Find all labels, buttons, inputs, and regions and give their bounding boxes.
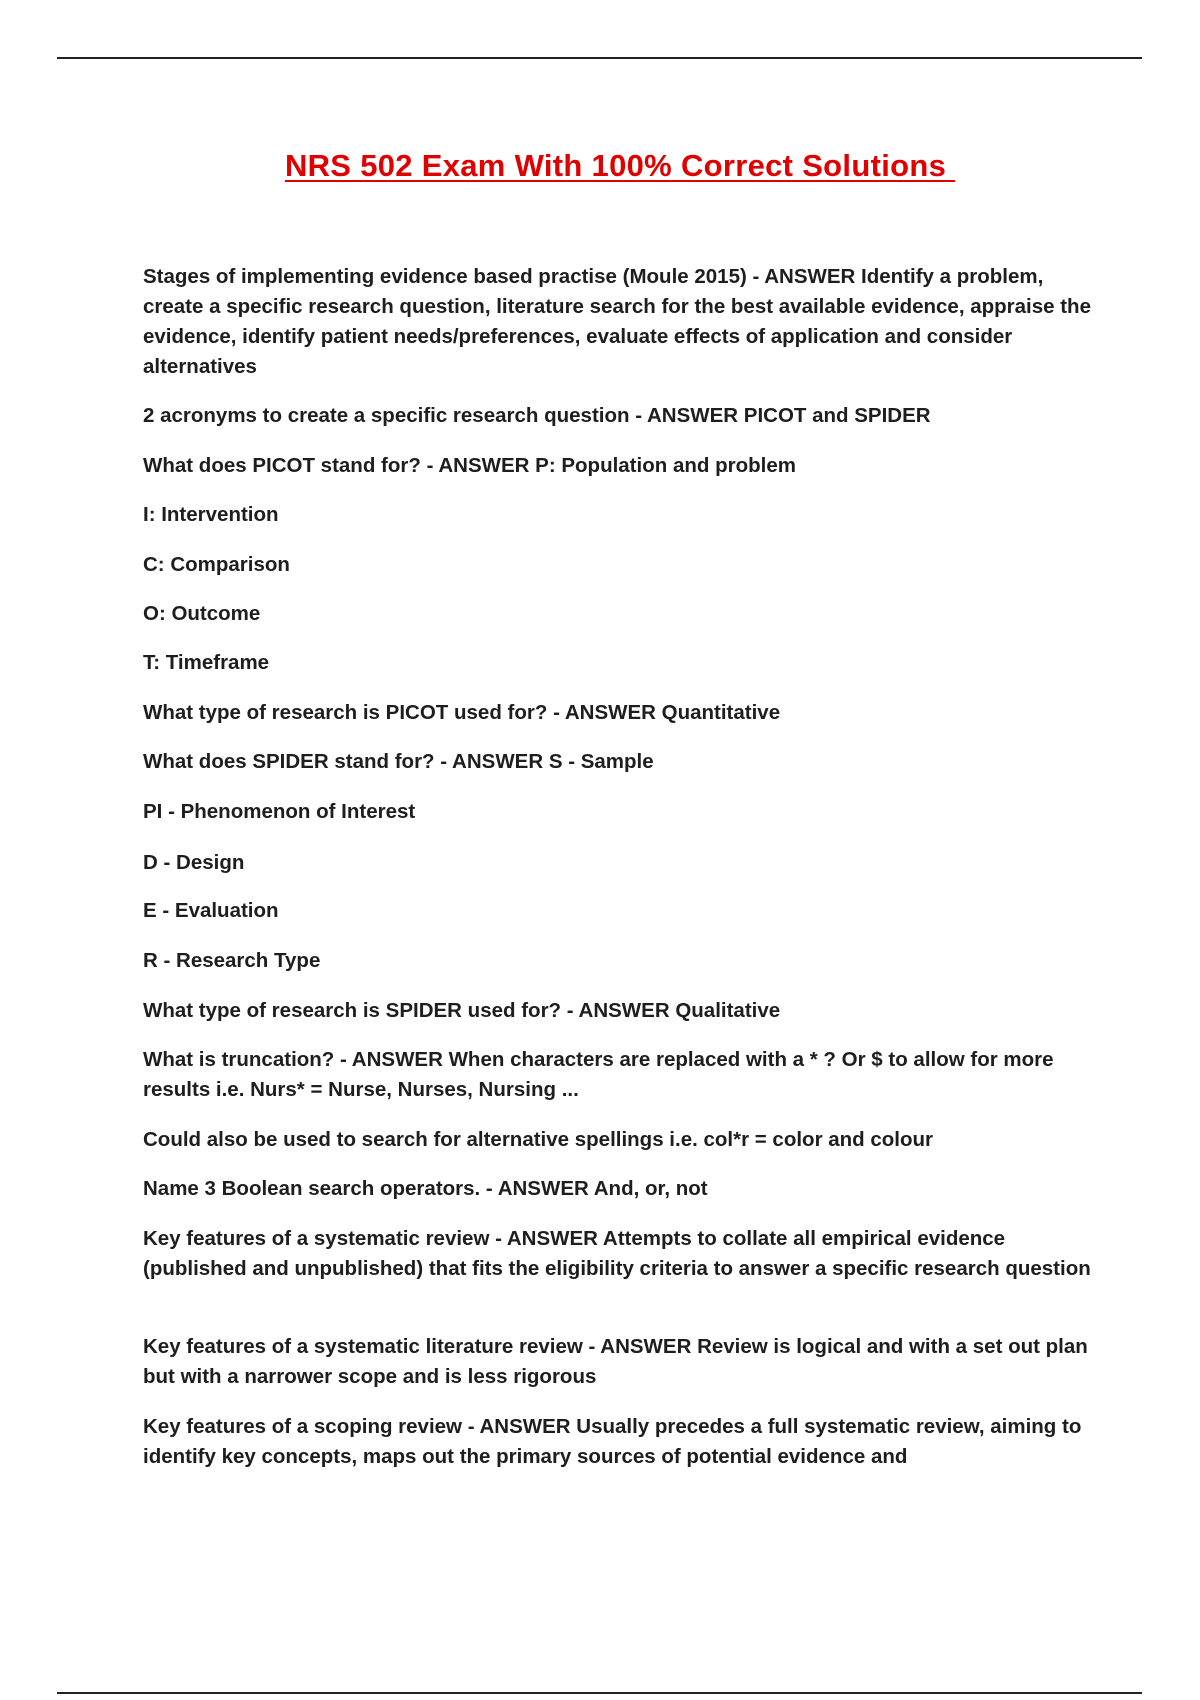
- paragraph: Key features of a systematic review - ANSWER Attempts to collate all empirical evidence (published and unpublished) that fits the eligibility criteria to answer a specific research question: [143, 1227, 1091, 1280]
- paragraph: What does SPIDER stand for? - ANSWER S - Sample: [143, 750, 654, 773]
- header-rule: [57, 57, 1142, 59]
- paragraph: Name 3 Boolean search operators. - ANSWER And, or, not: [143, 1177, 708, 1200]
- paragraph: I: Intervention: [143, 503, 279, 526]
- paragraph: O: Outcome: [143, 602, 261, 625]
- paragraph: Key features of a systematic literature review - ANSWER Review is logical and with a set out plan but with a narrower scope and is less rigorous: [143, 1335, 1088, 1388]
- paragraph: C: Comparison: [143, 553, 290, 576]
- footer-rule: [57, 1692, 1142, 1694]
- paragraph: 2 acronyms to create a specific research question - ANSWER PICOT and SPIDER: [143, 404, 931, 427]
- paragraph: What type of research is SPIDER used for? - ANSWER Qualitative: [143, 999, 781, 1022]
- paragraph: PI - Phenomenon of Interest: [143, 800, 416, 823]
- paragraph: Could also be used to search for alternative spellings i.e. col*r = color and colour: [143, 1128, 934, 1151]
- paragraph: What is truncation? - ANSWER When characters are replaced with a * ? Or $ to allow for more results i.e. Nurs* = Nurse, Nurses, Nursing ...: [143, 1048, 1054, 1101]
- paragraph: D - Design: [143, 851, 245, 874]
- paragraph: T: Timeframe: [143, 651, 270, 674]
- document-title: [0, 148, 1200, 184]
- paragraph: What type of research is PICOT used for? - ANSWER Quantitative: [143, 701, 781, 724]
- paragraph: R - Research Type: [143, 949, 321, 972]
- paragraph: Key features of a scoping review - ANSWER Usually precedes a full systematic review, aiming to identify key concepts, maps out the primary sources of potential evidence and: [143, 1415, 1082, 1468]
- document-title-text: NRS 502 Exam With 100% Correct Solutions: [284, 148, 956, 183]
- paragraph: E - Evaluation: [143, 899, 279, 922]
- paragraph: What does PICOT stand for? - ANSWER P: Population and problem: [143, 454, 796, 477]
- paragraph: Stages of implementing evidence based practise (Moule 2015) - ANSWER Identify a problem, create a specific research question, literature search for the best available evidence, appraise the evidence, identify patient needs/preferences, evaluate effects of application and consider alternatives: [143, 265, 1091, 378]
